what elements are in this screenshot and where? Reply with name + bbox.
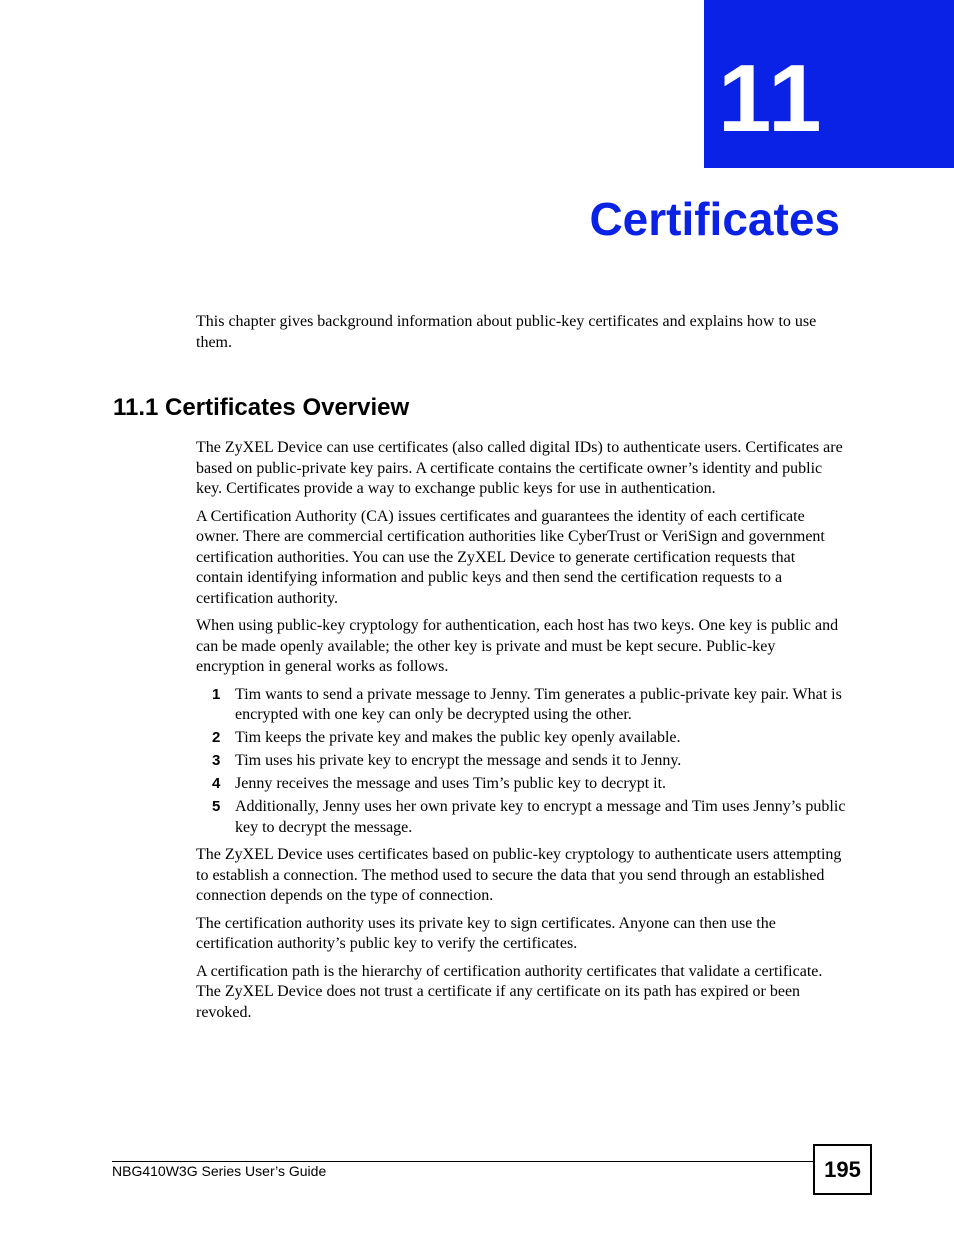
step-item bbox=[196, 685, 846, 726]
paragraph: A certification path is the hierarchy of certification authority certificates that validate a certificate. The ZyXEL Device does not trust a certificate if any certificate on its path has expired or been revoked. bbox=[196, 962, 823, 1021]
paragraph: The ZyXEL Device can use certificates (also called digital IDs) to authenticate users. Certificates are based on public-private key pairs. A certificate contains the certificate owner’s identity and public key. Certificates provide a way to exchange public keys for use in authentication. bbox=[196, 439, 843, 497]
numbered-steps bbox=[196, 685, 846, 839]
step-text: Additionally, Jenny uses her own private key to encrypt a message and Tim uses Jenny’s public key to decrypt the message. bbox=[235, 798, 846, 836]
chapter-intro: This chapter gives background information about public-key certificates and explains how to use them. bbox=[196, 313, 817, 351]
step-number: 3 bbox=[212, 752, 221, 769]
paragraph: When using public-key cryptology for authentication, each host has two keys. One key is public and can be made openly available; the other key is private and must be kept secure. Public-key encryption in general works as follows. bbox=[196, 617, 839, 675]
paragraph: The certification authority uses its private key to sign certificates. Anyone can then use the certification authority’s public key to verify the certificates. bbox=[196, 914, 776, 952]
section-heading: 11.1 Certificates Overview bbox=[113, 394, 410, 421]
step-text: Tim uses his private key to encrypt the message and sends it to Jenny. bbox=[235, 752, 682, 769]
step-number: 5 bbox=[212, 798, 221, 815]
footer-guide-title: NBG410W3G Series User’s Guide bbox=[112, 1163, 327, 1179]
step-item bbox=[196, 728, 846, 749]
step-item bbox=[196, 751, 846, 772]
paragraph: A Certification Authority (CA) issues certificates and guarantees the identity of each certificate owner. There are commercial certification authorities like CyberTrust or VeriSign and government certification authorities. You can use the ZyXEL Device to generate certification requests that contain identifying information and public keys and then send the certification requests to a certification authority. bbox=[196, 507, 825, 607]
step-text: Jenny receives the message and uses Tim’s public key to decrypt it. bbox=[235, 775, 667, 792]
step-number: 1 bbox=[212, 685, 221, 703]
step-number: 4 bbox=[212, 775, 221, 792]
section-body bbox=[196, 438, 846, 1030]
paragraph: The ZyXEL Device uses certificates based on public-key cryptology to authenticate users attempting to establish a connection. The method used to secure the data that you send through an established connection depends on the type of connection. bbox=[196, 846, 842, 904]
chapter-number: 11 bbox=[718, 45, 824, 152]
step-text: Tim wants to send a private message to Jenny. Tim generates a public-private key pair. What is encrypted with one key can only be decrypted using the other. bbox=[235, 685, 842, 723]
page-number: 195 bbox=[813, 1144, 872, 1195]
chapter-title: Certificates bbox=[589, 193, 840, 245]
step-text: Tim keeps the private key and makes the public key openly available. bbox=[235, 729, 681, 746]
step-number: 2 bbox=[212, 729, 221, 746]
step-item bbox=[196, 774, 846, 795]
step-item bbox=[196, 797, 846, 838]
